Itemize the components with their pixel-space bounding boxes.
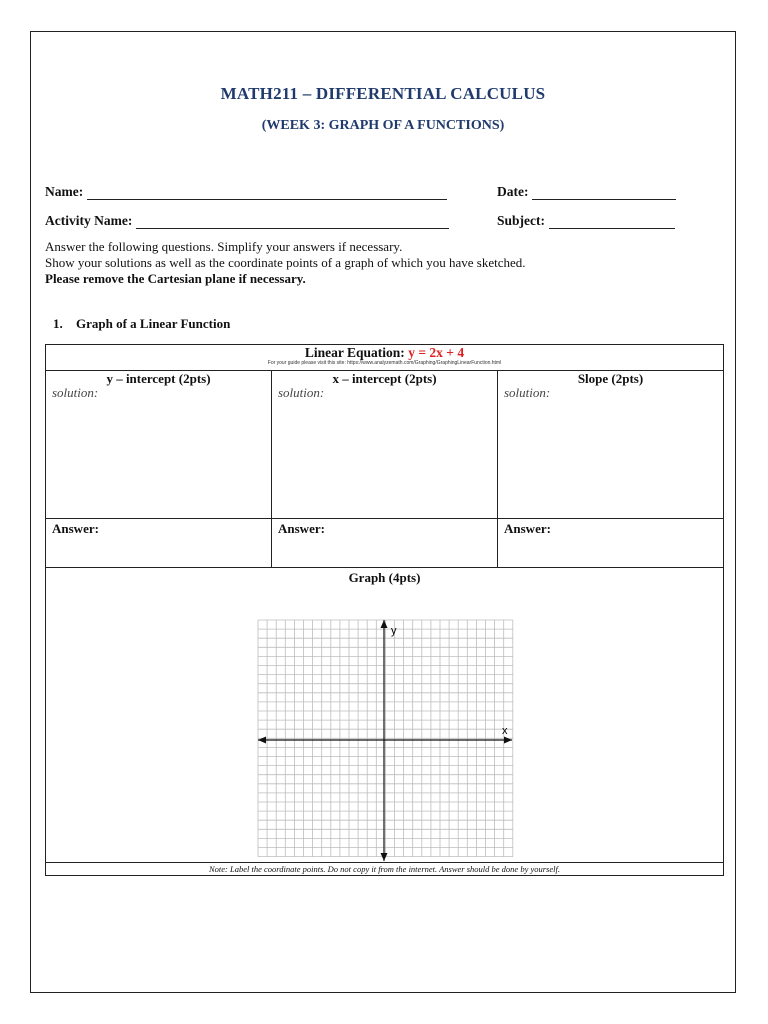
y-axis-up-arrow: [381, 620, 388, 628]
grid-lines: [258, 620, 513, 857]
y-intercept-solution-cell[interactable]: [46, 371, 272, 519]
instruction-line-1: Answer the following questions. Simplify your answers if necessary.: [45, 239, 403, 254]
equation-line: [46, 345, 723, 360]
y-axis-label: y: [391, 625, 397, 637]
activity-name-blank[interactable]: [136, 216, 449, 229]
x-axis-left-arrow: [258, 737, 266, 744]
cartesian-plane[interactable]: [46, 586, 723, 861]
y-intercept-solution-label: solution:: [52, 385, 99, 400]
y-intercept-answer-cell[interactable]: [46, 519, 272, 568]
subject-label: Subject:: [497, 213, 545, 228]
name-blank[interactable]: [87, 187, 447, 200]
date-label: Date:: [497, 184, 529, 199]
name-label: Name:: [45, 184, 84, 199]
question-heading: [53, 316, 230, 332]
linear-function-table: [45, 344, 724, 876]
equation-value: y = 2x + 4: [408, 345, 465, 360]
graph-cell[interactable]: [46, 568, 724, 863]
note-text: Note: Label the coordinate points. Do not copy it from the internet. Answer should be done by yourself.: [209, 864, 560, 874]
question-number: 1.: [53, 316, 63, 331]
date-blank[interactable]: [532, 187, 676, 200]
worksheet-page: [30, 31, 736, 993]
instruction-line-2: Show your solutions as well as the coordinate points of a graph of which you have sketched.: [45, 255, 526, 270]
note-cell: [46, 863, 724, 876]
x-intercept-solution-label: solution:: [278, 385, 325, 400]
question-title: Graph of a Linear Function: [76, 316, 231, 331]
y-intercept-header: y – intercept (2pts): [106, 371, 211, 386]
worksheet-title: MATH211 – DIFFERENTIAL CALCULUS: [220, 84, 546, 103]
slope-answer-cell[interactable]: [498, 519, 724, 568]
date-field[interactable]: [497, 184, 676, 200]
equation-cell: [46, 345, 724, 371]
instruction-line-3: Please remove the Cartesian plane if necessary.: [45, 271, 306, 286]
slope-solution-label: solution:: [504, 385, 551, 400]
equation-label: Linear Equation:: [304, 345, 405, 360]
slope-answer-label: Answer:: [504, 521, 551, 536]
x-intercept-header: x – intercept (2pts): [332, 371, 437, 386]
x-axis-label: x: [502, 725, 508, 737]
activity-name-field[interactable]: [45, 213, 449, 229]
activity-name-label: Activity Name:: [45, 213, 133, 228]
guide-link[interactable]: For your guide please visit this site: https://www.analyzemath.com/Graphing/GraphingLinearFunction.html: [267, 360, 502, 366]
y-intercept-answer-label: Answer:: [52, 521, 99, 536]
graph-title: Graph (4pts): [348, 570, 421, 585]
x-intercept-solution-cell[interactable]: [272, 371, 498, 519]
slope-solution-cell[interactable]: [498, 371, 724, 519]
instructions: [45, 239, 526, 287]
worksheet-subtitle: (WEEK 3: GRAPH OF A FUNCTIONS): [261, 118, 505, 133]
x-intercept-answer-cell[interactable]: [272, 519, 498, 568]
subject-field[interactable]: [497, 213, 675, 229]
subject-blank[interactable]: [549, 216, 675, 229]
x-intercept-answer-label: Answer:: [278, 521, 325, 536]
slope-header: Slope (2pts): [577, 371, 644, 386]
name-field[interactable]: [45, 184, 447, 200]
x-axis-right-arrow: [504, 737, 512, 744]
